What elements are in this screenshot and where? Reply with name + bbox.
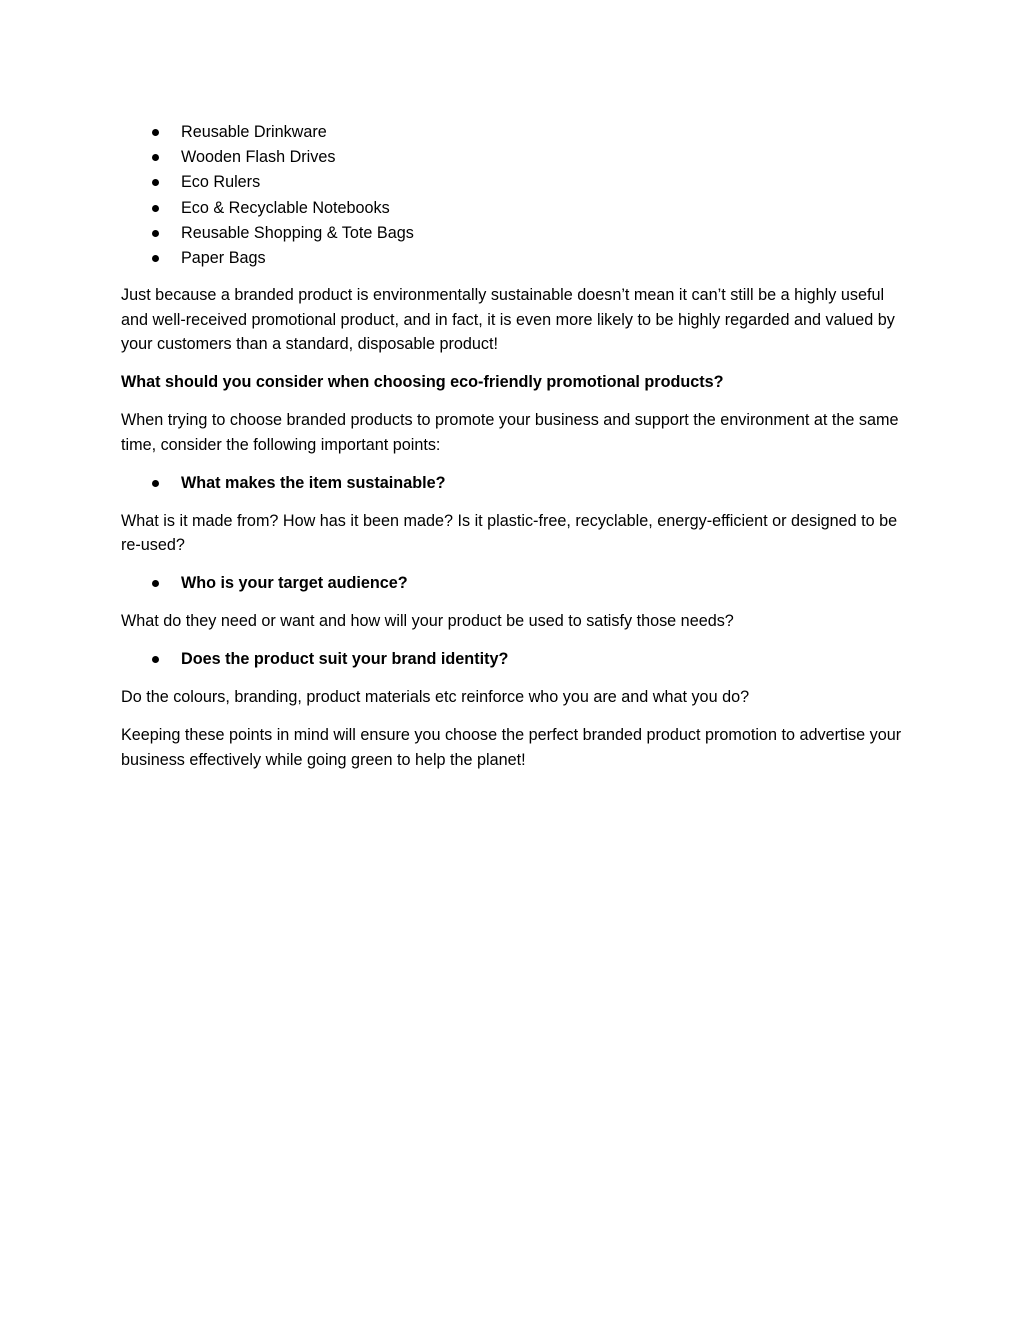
document-body (121, 120, 911, 772)
point-heading-sustainable (121, 471, 911, 496)
intro-paragraph: Just because a branded product is environmentally sustainable doesn’t mean it can’t still be a highly useful and well-received promotional product, and in fact, it is even more likely to be highly regarded and valued by your customers than a standard, disposable product! (121, 286, 895, 354)
point-text-audience: What do they need or want and how will your product be used to satisfy those needs? (121, 612, 734, 631)
bullet-icon (152, 480, 159, 487)
list-item (121, 145, 911, 170)
list-item-text: Reusable Drinkware (181, 123, 327, 141)
section-heading: What should you consider when choosing eco-friendly promotional products? (121, 373, 724, 392)
list-item-text: Eco & Recyclable Notebooks (181, 198, 390, 217)
list-item-text: Eco Rulers (181, 173, 261, 192)
bullet-icon (152, 580, 159, 587)
bullet-icon (152, 255, 159, 262)
point-heading-text: What makes the item sustainable? (181, 473, 446, 492)
bullet-icon (152, 656, 159, 663)
point-text-brand: Do the colours, branding, product materials etc reinforce who you are and what you do? (121, 688, 750, 707)
point-text-sustainable: What is it made from? How has it been made? Is it plastic-free, recyclable, energy-efficient or designed to be re-used? (121, 511, 898, 555)
points-intro-paragraph: When trying to choose branded products to promote your business and support the environment at the same time, consider the following important points: (121, 411, 899, 454)
list-item-text: Paper Bags (181, 248, 266, 267)
bullet-icon (152, 230, 159, 237)
point-heading-brand (121, 647, 911, 672)
bullet-icon (152, 179, 159, 186)
point-heading-audience (121, 571, 911, 596)
point-heading-text: Does the product suit your brand identity? (181, 650, 509, 669)
closing-paragraph: Keeping these points in mind will ensure you choose the perfect branded product promotion to advertise your business effectively while going green to help the planet! (121, 726, 902, 769)
point-heading-text: Who is your target audience? (181, 574, 408, 593)
list-item (121, 120, 911, 145)
list-item (121, 246, 911, 271)
list-item (121, 221, 911, 246)
product-list (121, 120, 911, 271)
bullet-icon (152, 205, 159, 212)
list-item-text: Wooden Flash Drives (181, 148, 336, 167)
list-item (121, 196, 911, 221)
bullet-icon (152, 154, 159, 161)
list-item-text: Reusable Shopping & Tote Bags (181, 223, 414, 242)
list-item (121, 170, 911, 195)
bullet-icon (152, 129, 159, 136)
